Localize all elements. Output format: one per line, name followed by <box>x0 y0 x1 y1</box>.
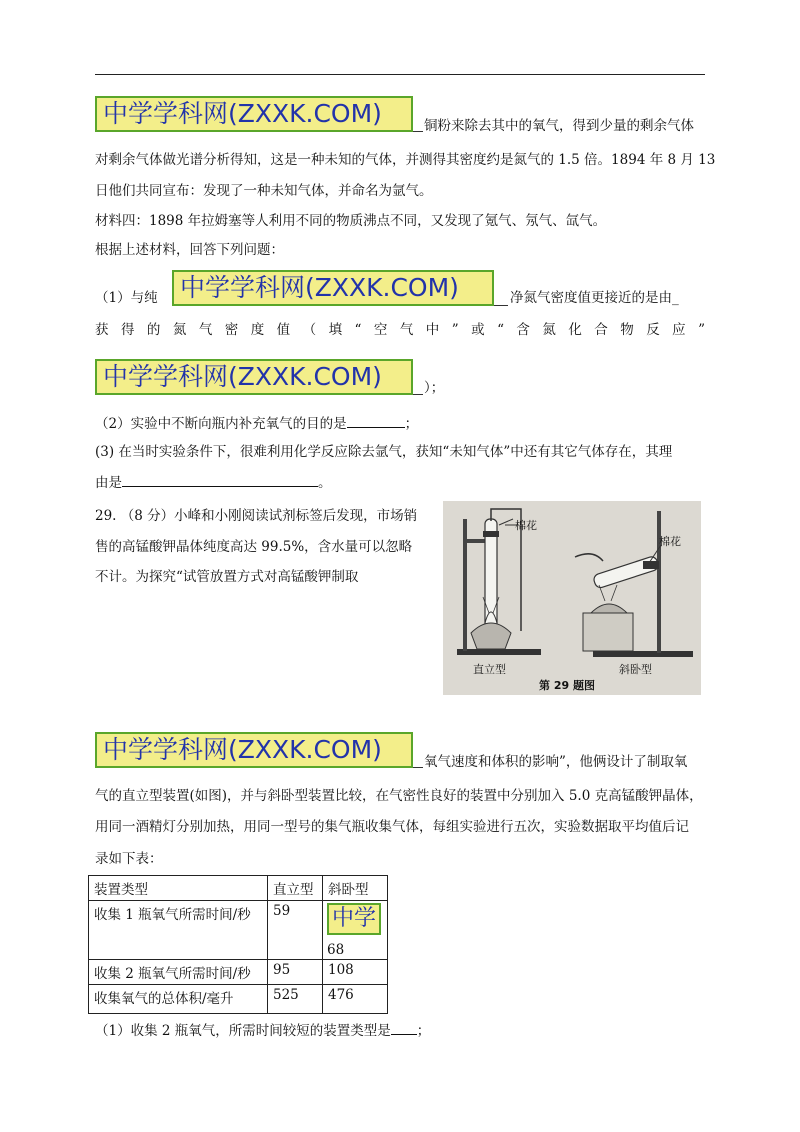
question-1-line-2 <box>95 320 705 340</box>
spread-char: 的 <box>146 322 161 338</box>
spread-char: 合 <box>594 322 608 338</box>
watermark-banner: 中学学科网(ZXXK.COM) <box>172 270 494 306</box>
question-29-1-end: ； <box>416 1023 431 1039</box>
table-header-cell: 直立型 <box>268 876 323 901</box>
underline-fragment <box>413 767 423 768</box>
table-value: 68 <box>327 942 345 958</box>
question-2 <box>95 413 418 434</box>
question-2-end: ； <box>404 416 419 432</box>
spread-char: 或 <box>471 322 485 338</box>
spread-char: 应 <box>672 322 686 338</box>
table-cell: 476 <box>323 985 388 1014</box>
question-29-line: 不计。为探究“试管放置方式对高锰酸钾制取 <box>95 569 359 585</box>
table-header-row <box>89 876 388 901</box>
spread-char: 填 <box>328 322 343 338</box>
stand-rod-left <box>463 519 467 651</box>
answer-blank[interactable] <box>347 413 405 428</box>
spread-char: 反 <box>646 322 660 338</box>
question-1-end: ）； <box>424 380 445 396</box>
question-29-line: 录如下表： <box>95 851 163 867</box>
spread-char: 密 <box>224 322 239 338</box>
spread-char: 度 <box>250 322 265 338</box>
figure-caption: 第 29 题图 <box>539 679 595 692</box>
header-rule <box>95 74 705 75</box>
question-29-line: 用同一酒精灯分别加热，用同一型号的集气瓶收集气体，每组实验进行五次，实验数据取平均值后记 <box>95 819 689 835</box>
table-header-cell: 斜卧型 <box>323 876 388 901</box>
table-cell: 525 <box>268 985 323 1014</box>
spread-char: 化 <box>568 322 582 338</box>
question-2-text: （2）实验中不断向瓶内补充氧气的目的是 <box>95 416 347 432</box>
upright-label: 直立型 <box>473 663 506 676</box>
question-3-line-1: (3) 在当时实验条件下，很难利用化学反应除去氩气，获知“未知气体”中还有其它气体存在，其理 <box>95 444 673 460</box>
table-row <box>89 960 388 985</box>
paragraph-line: 铜粉来除去其中的氧气，得到少量的剩余气体 <box>424 118 694 134</box>
table-row <box>89 985 388 1014</box>
answer-blank[interactable] <box>391 1020 417 1035</box>
watermark-banner: 中学学科网(ZXXK.COM) <box>95 359 413 395</box>
spread-char: 氮 <box>172 322 187 338</box>
spread-char: “ <box>497 322 504 338</box>
answer-blank[interactable] <box>122 472 318 487</box>
spread-char: 中 <box>425 322 440 338</box>
stand-rod-right <box>657 511 661 653</box>
watermark-banner: 中学学科网(ZXXK.COM) <box>95 732 413 768</box>
question-29-line: 气的直立型装置(如图)，并与斜卧型装置比较，在气密性良好的装置中分别加入 5.0 克高锰酸钾晶体， <box>95 788 703 804</box>
question-1-tail: 净氮气密度值更接近的是由_ <box>510 290 679 306</box>
watermark-fragment: 中学 <box>327 903 381 935</box>
question-3-end: 。 <box>318 475 332 491</box>
question-prompt: 根据上述材料，回答下列问题： <box>95 242 284 258</box>
apparatus-figure <box>443 501 701 695</box>
cotton-label-left: 棉花 <box>515 519 537 532</box>
spread-char: 得 <box>120 322 135 338</box>
spread-char: 值 <box>276 322 291 338</box>
table-row <box>89 901 388 960</box>
table-cell: 95 <box>268 960 323 985</box>
material-four: 材料四：1898 年拉姆塞等人利用不同的物质沸点不同，又发现了氪气、氖气、氙气。 <box>95 213 607 229</box>
question-3-head: 由是 <box>95 475 122 491</box>
apparatus-drawing <box>443 501 701 695</box>
table-cell: 收集 1 瓶氧气所需时间/秒 <box>89 901 268 960</box>
watermark-banner: 中学学科网(ZXXK.COM) <box>95 96 413 132</box>
slanted-label: 斜卧型 <box>619 663 652 676</box>
table-cell: 108 <box>323 960 388 985</box>
table-cell: 收集氧气的总体积/毫升 <box>89 985 268 1014</box>
spread-char: 气 <box>198 322 213 338</box>
table-cell: 收集 2 瓶氧气所需时间/秒 <box>89 960 268 985</box>
spread-char: 获 <box>95 322 109 338</box>
underline-fragment <box>494 305 508 306</box>
results-table <box>88 875 388 1014</box>
block-support <box>583 613 633 651</box>
question-1-head: （1）与纯 <box>95 290 158 306</box>
stand-base-right <box>593 651 693 657</box>
spread-char: ” <box>451 322 459 338</box>
spread-char: ” <box>698 322 705 338</box>
question-29-line: 29. （8 分）小峰和小刚阅读试剂标签后发现，市场销 <box>95 508 418 524</box>
underline-fragment <box>413 394 423 395</box>
spread-char: （ <box>302 322 317 338</box>
spread-char: 物 <box>620 322 634 338</box>
table-cell <box>323 901 388 960</box>
question-29-1 <box>95 1020 430 1041</box>
spread-char: 气 <box>399 322 414 338</box>
cotton-label-right: 棉花 <box>659 535 681 548</box>
underline-fragment <box>413 131 423 132</box>
paragraph-line: 日他们共同宣布：发现了一种未知气体，并命名为氩气。 <box>95 183 433 199</box>
question-3-line-2 <box>95 472 332 493</box>
stand-base-left <box>457 649 541 655</box>
paragraph-line: 对剩余气体做光谱分析得知，这是一种未知的气体，并测得其密度约是氮气的 1.5 倍。1894 年 8 月 13 <box>95 152 716 168</box>
spread-char: 氮 <box>542 322 556 338</box>
table-header-cell: 装置类型 <box>89 876 268 901</box>
question-29-1-text: （1）收集 2 瓶氧气，所需时间较短的装置类型是 <box>95 1023 391 1039</box>
spread-char: 空 <box>373 322 388 338</box>
spread-char: 含 <box>516 322 530 338</box>
spread-char: “ <box>354 322 362 338</box>
table-cell: 59 <box>268 901 323 960</box>
question-29-line: 氧气速度和体积的影响”，他俩设计了制取氧 <box>424 754 688 770</box>
question-29-line: 售的高锰酸钾晶体纯度高达 99.5%，含水量可以忽略 <box>95 539 413 555</box>
